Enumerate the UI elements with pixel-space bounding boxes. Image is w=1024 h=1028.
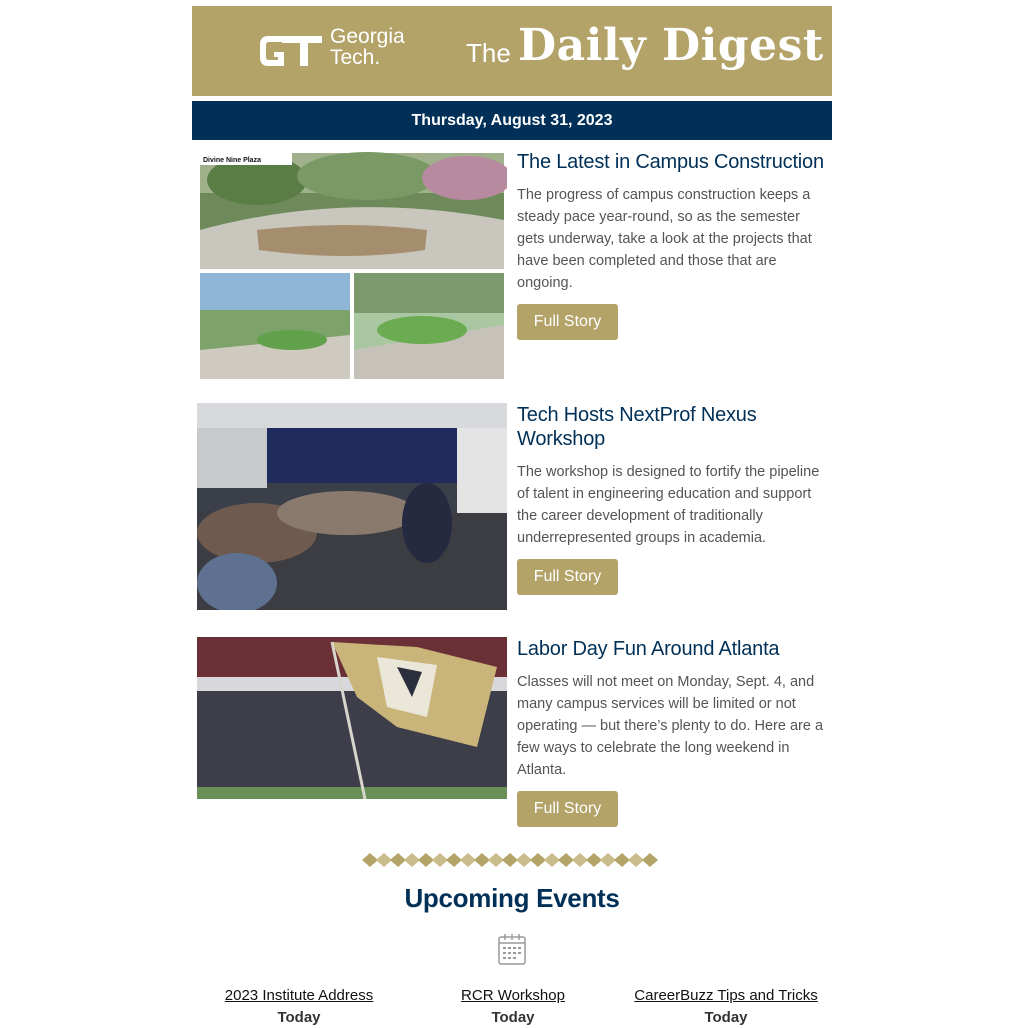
story-nextprof-workshop bbox=[192, 403, 832, 618]
full-story-button[interactable]: Full Story bbox=[517, 559, 618, 595]
divider-diamond bbox=[586, 853, 602, 867]
divider-diamond bbox=[530, 853, 546, 867]
divider-diamond bbox=[474, 853, 490, 867]
divider-diamond bbox=[390, 853, 406, 867]
full-story-button[interactable]: Full Story bbox=[517, 791, 618, 827]
event-item bbox=[616, 986, 836, 1028]
event-date: Today bbox=[704, 1009, 748, 1026]
divider-diamond bbox=[432, 853, 448, 867]
divider-diamond bbox=[488, 853, 504, 867]
story-title[interactable]: Labor Day Fun Around Atlanta bbox=[517, 638, 780, 660]
divider-diamond bbox=[600, 853, 616, 867]
stadium-flag-photo-image bbox=[197, 637, 507, 799]
story-summary: The workshop is designed to fortify the pipeline of talent in engineering education and support the career development of traditionally underrepresented groups in academia. bbox=[517, 464, 820, 546]
story-text bbox=[517, 637, 827, 827]
story-campus-construction bbox=[192, 150, 832, 385]
divider-diamond bbox=[558, 853, 574, 867]
divider-diamond bbox=[362, 853, 378, 867]
divider-diamond bbox=[642, 853, 658, 867]
divider-diamond bbox=[418, 853, 434, 867]
gt-monogram-icon bbox=[258, 30, 324, 72]
divider-diamond bbox=[502, 853, 518, 867]
title-prefix: The bbox=[466, 38, 511, 68]
story-title[interactable]: The Latest in Campus Construction bbox=[517, 151, 824, 173]
divider-diamond bbox=[404, 853, 420, 867]
diamond-divider bbox=[362, 852, 664, 868]
header-banner bbox=[192, 6, 832, 96]
divider-diamond bbox=[460, 853, 476, 867]
story-text bbox=[517, 403, 827, 595]
story-summary: Classes will not meet on Monday, Sept. 4, and many campus services will be limited or not operating — but there’s plenty to do. Here are a few ways to celebrate the long weekend in Atlanta. bbox=[517, 674, 824, 778]
date-bar: Thursday, August 31, 2023 bbox=[192, 101, 832, 140]
divider-diamond bbox=[376, 853, 392, 867]
divider-diamond bbox=[614, 853, 630, 867]
divider-diamond bbox=[446, 853, 462, 867]
story-text bbox=[517, 150, 827, 340]
divider-diamond bbox=[572, 853, 588, 867]
event-date: Today bbox=[277, 1009, 321, 1026]
story-labor-day bbox=[192, 637, 832, 837]
divider-diamond bbox=[628, 853, 644, 867]
event-item bbox=[189, 986, 409, 1028]
story-image-construction[interactable] bbox=[197, 150, 507, 382]
georgia-tech-logo[interactable] bbox=[258, 26, 418, 76]
event-date: Today bbox=[491, 1009, 535, 1026]
event-title-link[interactable]: 2023 Institute Address bbox=[224, 987, 374, 1004]
upcoming-events-heading: Upcoming Events bbox=[404, 883, 620, 913]
full-story-button[interactable]: Full Story bbox=[517, 304, 618, 340]
georgia-tech-wordmark: Georgia Tech. bbox=[330, 25, 405, 69]
newsletter-title: Daily Digest bbox=[518, 20, 824, 71]
story-image-workshop[interactable] bbox=[197, 403, 507, 610]
workshop-photo-image bbox=[197, 403, 507, 610]
event-title-link[interactable]: RCR Workshop bbox=[461, 987, 565, 1004]
image-caption: Divine Nine Plaza bbox=[203, 157, 261, 164]
story-summary: The progress of campus construction keeps a steady pace year-round, so as the semester gets underway, take a look at the projects that have been completed and those that are ongoing. bbox=[517, 187, 812, 291]
construction-rendering-image bbox=[197, 150, 507, 382]
divider-diamond bbox=[516, 853, 532, 867]
event-title-link[interactable]: CareerBuzz Tips and Tricks bbox=[634, 987, 818, 1004]
story-image-labor-day[interactable] bbox=[197, 637, 507, 799]
story-title[interactable]: Tech Hosts NextProf Nexus Workshop bbox=[517, 404, 757, 450]
event-item bbox=[403, 986, 623, 1028]
calendar-icon bbox=[497, 932, 527, 966]
divider-diamond bbox=[544, 853, 560, 867]
